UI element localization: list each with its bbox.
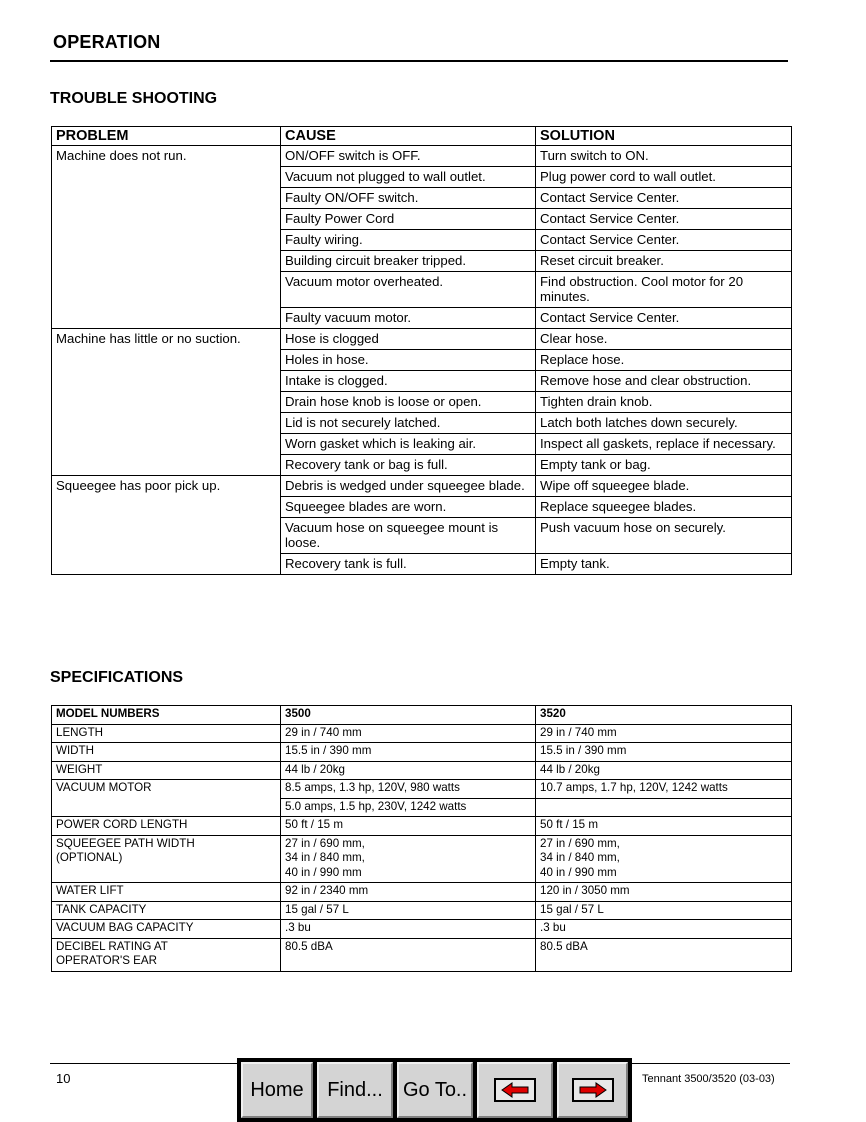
solution-cell: Find obstruction. Cool motor for 20 minutes. [536,272,792,308]
column-header-problem: PROBLEM [52,127,281,146]
cause-cell: Faulty Power Cord [281,209,536,230]
solution-cell: Replace hose. [536,350,792,371]
spec-3500-cell: .3 bu [281,920,536,939]
table-row [52,761,792,780]
solution-cell: Turn switch to ON. [536,146,792,167]
spec-3520-cell: 44 lb / 20kg [536,761,792,780]
solution-cell: Push vacuum hose on securely. [536,518,792,554]
cause-cell: Faulty vacuum motor. [281,308,536,329]
cause-cell: Vacuum not plugged to wall outlet. [281,167,536,188]
solution-cell: Contact Service Center. [536,230,792,251]
table-row [52,920,792,939]
column-header-cause: CAUSE [281,127,536,146]
table-row [52,883,792,902]
cause-cell: Lid is not securely latched. [281,413,536,434]
column-header-model-numbers: MODEL NUMBERS [52,706,281,725]
spec-3520-cell: 50 ft / 15 m [536,817,792,836]
right-arrow-icon [578,1082,608,1098]
specifications-header-row [52,706,792,725]
previous-arrow-frame [494,1078,536,1102]
cause-cell: Debris is wedged under squeegee blade. [281,476,536,497]
solution-cell: Replace squeegee blades. [536,497,792,518]
spec-3500-cell: 5.0 amps, 1.5 hp, 230V, 1242 watts [281,798,536,817]
spec-3500-cell: 92 in / 2340 mm [281,883,536,902]
spec-3500-cell: 15 gal / 57 L [281,901,536,920]
cause-cell: Building circuit breaker tripped. [281,251,536,272]
spec-3500-cell: 80.5 dBA [281,938,536,971]
spec-3500-cell: 44 lb / 20kg [281,761,536,780]
cause-cell: Faulty ON/OFF switch. [281,188,536,209]
spec-label-cell: WIDTH [52,743,281,762]
spec-3520-cell: 120 in / 3050 mm [536,883,792,902]
table-row [52,743,792,762]
table-row [52,146,792,167]
cause-cell: Vacuum motor overheated. [281,272,536,308]
table-row [52,938,792,971]
cause-cell: Worn gasket which is leaking air. [281,434,536,455]
find-button[interactable]: Find... [317,1062,393,1118]
cause-cell: Intake is clogged. [281,371,536,392]
table-row [52,835,792,883]
spec-label-cell: VACUUM BAG CAPACITY [52,920,281,939]
cause-cell: ON/OFF switch is OFF. [281,146,536,167]
solution-cell: Wipe off squeegee blade. [536,476,792,497]
spec-3520-cell: 80.5 dBA [536,938,792,971]
spec-3520-cell: .3 bu [536,920,792,939]
spec-label-cell: LENGTH [52,724,281,743]
solution-cell: Contact Service Center. [536,188,792,209]
spec-label-cell: WEIGHT [52,761,281,780]
specifications-heading: SPECIFICATIONS [50,669,184,686]
troubleshooting-table [51,126,792,575]
cause-cell: Drain hose knob is loose or open. [281,392,536,413]
column-header-3500: 3500 [281,706,536,725]
table-row [52,817,792,836]
spec-label-cell: WATER LIFT [52,883,281,902]
cause-cell: Vacuum hose on squeegee mount is loose. [281,518,536,554]
solution-cell: Contact Service Center. [536,308,792,329]
cause-cell: Hose is clogged [281,329,536,350]
troubleshooting-heading: TROUBLE SHOOTING [50,90,218,107]
specifications-table [51,705,792,972]
spec-3500-cell: 27 in / 690 mm, 34 in / 840 mm, 40 in / 990 mm [281,835,536,883]
spec-label-cell: DECIBEL RATING AT OPERATOR'S EAR [52,938,281,971]
spec-3500-cell: 15.5 in / 390 mm [281,743,536,762]
spec-label-cell: VACUUM MOTOR [52,780,281,817]
table-row [52,724,792,743]
home-button[interactable]: Home [241,1062,313,1118]
table-row [52,329,792,350]
column-header-solution: SOLUTION [536,127,792,146]
next-page-button[interactable] [557,1062,628,1118]
spec-3500-cell: 8.5 amps, 1.3 hp, 120V, 980 watts [281,780,536,799]
cause-cell: Holes in hose. [281,350,536,371]
navigation-bar [237,1058,632,1122]
spec-label-cell: POWER CORD LENGTH [52,817,281,836]
solution-cell: Plug power cord to wall outlet. [536,167,792,188]
next-arrow-frame [572,1078,614,1102]
spec-3520-cell: 15.5 in / 390 mm [536,743,792,762]
solution-cell: Contact Service Center. [536,209,792,230]
document-reference: Tennant 3500/3520 (03-03) [642,1073,775,1085]
page-number: 10 [56,1071,71,1086]
troubleshooting-header-row [52,127,792,146]
solution-cell: Reset circuit breaker. [536,251,792,272]
left-arrow-icon [500,1082,530,1098]
spec-label-cell: SQUEEGEE PATH WIDTH (OPTIONAL) [52,835,281,883]
spec-3520-cell: 27 in / 690 mm, 34 in / 840 mm, 40 in / 990 mm [536,835,792,883]
page-title: OPERATION [53,32,161,52]
goto-button[interactable]: Go To.. [397,1062,473,1118]
table-row [52,780,792,799]
table-row [52,476,792,497]
previous-page-button[interactable] [477,1062,553,1118]
solution-cell: Clear hose. [536,329,792,350]
solution-cell: Latch both latches down securely. [536,413,792,434]
solution-cell: Tighten drain knob. [536,392,792,413]
spec-3520-cell: 15 gal / 57 L [536,901,792,920]
solution-cell: Remove hose and clear obstruction. [536,371,792,392]
spec-3500-cell: 50 ft / 15 m [281,817,536,836]
cause-cell: Faulty wiring. [281,230,536,251]
spec-label-cell: TANK CAPACITY [52,901,281,920]
solution-cell: Empty tank. [536,554,792,575]
spec-3520-cell [536,798,792,817]
spec-3500-cell: 29 in / 740 mm [281,724,536,743]
spec-3520-cell: 29 in / 740 mm [536,724,792,743]
spec-3520-cell: 10.7 amps, 1.7 hp, 120V, 1242 watts [536,780,792,799]
problem-cell: Squeegee has poor pick up. [52,476,281,575]
column-header-3520: 3520 [536,706,792,725]
problem-cell: Machine has little or no suction. [52,329,281,476]
cause-cell: Recovery tank or bag is full. [281,455,536,476]
title-divider [50,60,788,62]
solution-cell: Empty tank or bag. [536,455,792,476]
table-row [52,901,792,920]
problem-cell: Machine does not run. [52,146,281,329]
cause-cell: Recovery tank is full. [281,554,536,575]
solution-cell: Inspect all gaskets, replace if necessary. [536,434,792,455]
cause-cell: Squeegee blades are worn. [281,497,536,518]
